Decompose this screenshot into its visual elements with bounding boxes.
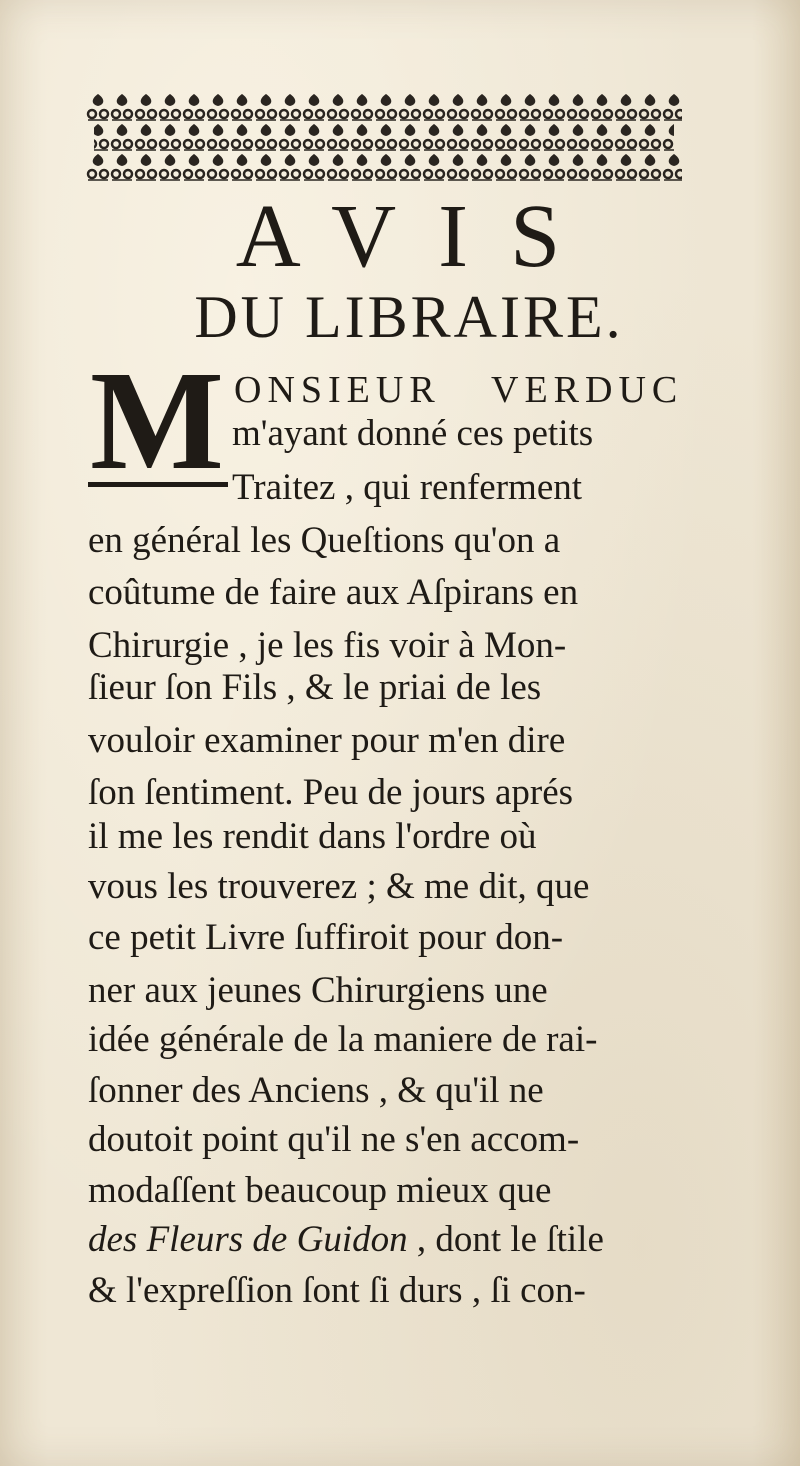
text-line-2: m'ayant donné ces petits — [232, 413, 594, 454]
text-line-18-rest: , dont le ſtile — [407, 1219, 604, 1260]
heading-du-libraire: DU LIBRAIRE. — [194, 284, 624, 350]
text-line-4: en général les Queſtions qu'on a — [88, 520, 561, 561]
ornamental-headpiece — [86, 92, 682, 184]
text-line-14: idée générale de la maniere de rai- — [88, 1019, 598, 1060]
text-line-18 — [88, 1217, 604, 1263]
text-line-6: Chirurgie , je les fis voir à Mon- — [88, 625, 567, 666]
text-line-10: il me les rendit dans l'ordre où — [88, 816, 537, 857]
text-line-3: Traitez , qui renferment — [232, 467, 583, 508]
text-line-1-word-1: ONSIEUR — [234, 369, 441, 411]
text-line-9: ſon ſentiment. Peu de jours aprés — [88, 772, 574, 813]
text-line-8: vouloir examiner pour m'en dire — [88, 720, 566, 761]
heading-avis: AVIS — [235, 187, 603, 286]
italic-title-fleurs-de-guidon: des Fleurs de Guidon — [88, 1219, 408, 1260]
text-line-19: & l'expreſſion ſont ſi durs , ſi con- — [88, 1270, 586, 1311]
text-line-15: ſonner des Anciens , & qu'il ne — [88, 1070, 544, 1111]
text-line-5: coûtume de faire aux Aſpirans en — [88, 572, 579, 613]
text-line-12: ce petit Livre ſuffiroit pour don- — [88, 917, 564, 958]
text-line-7: ſieur ſon Fils , & le priai de les — [88, 667, 542, 708]
text-line-17: modaſſent beaucoup mieux que — [88, 1170, 552, 1211]
text-line-11: vous les trouverez ; & me dit, que — [88, 866, 590, 907]
text-line-1 — [234, 367, 683, 413]
text-line-13: ner aux jeunes Chirurgiens une — [88, 970, 548, 1011]
text-line-1-word-2: VERDUC — [491, 369, 684, 411]
drop-cap-initial: M — [88, 360, 228, 487]
text-line-16: doutoit point qu'il ne s'en accom- — [88, 1119, 580, 1160]
